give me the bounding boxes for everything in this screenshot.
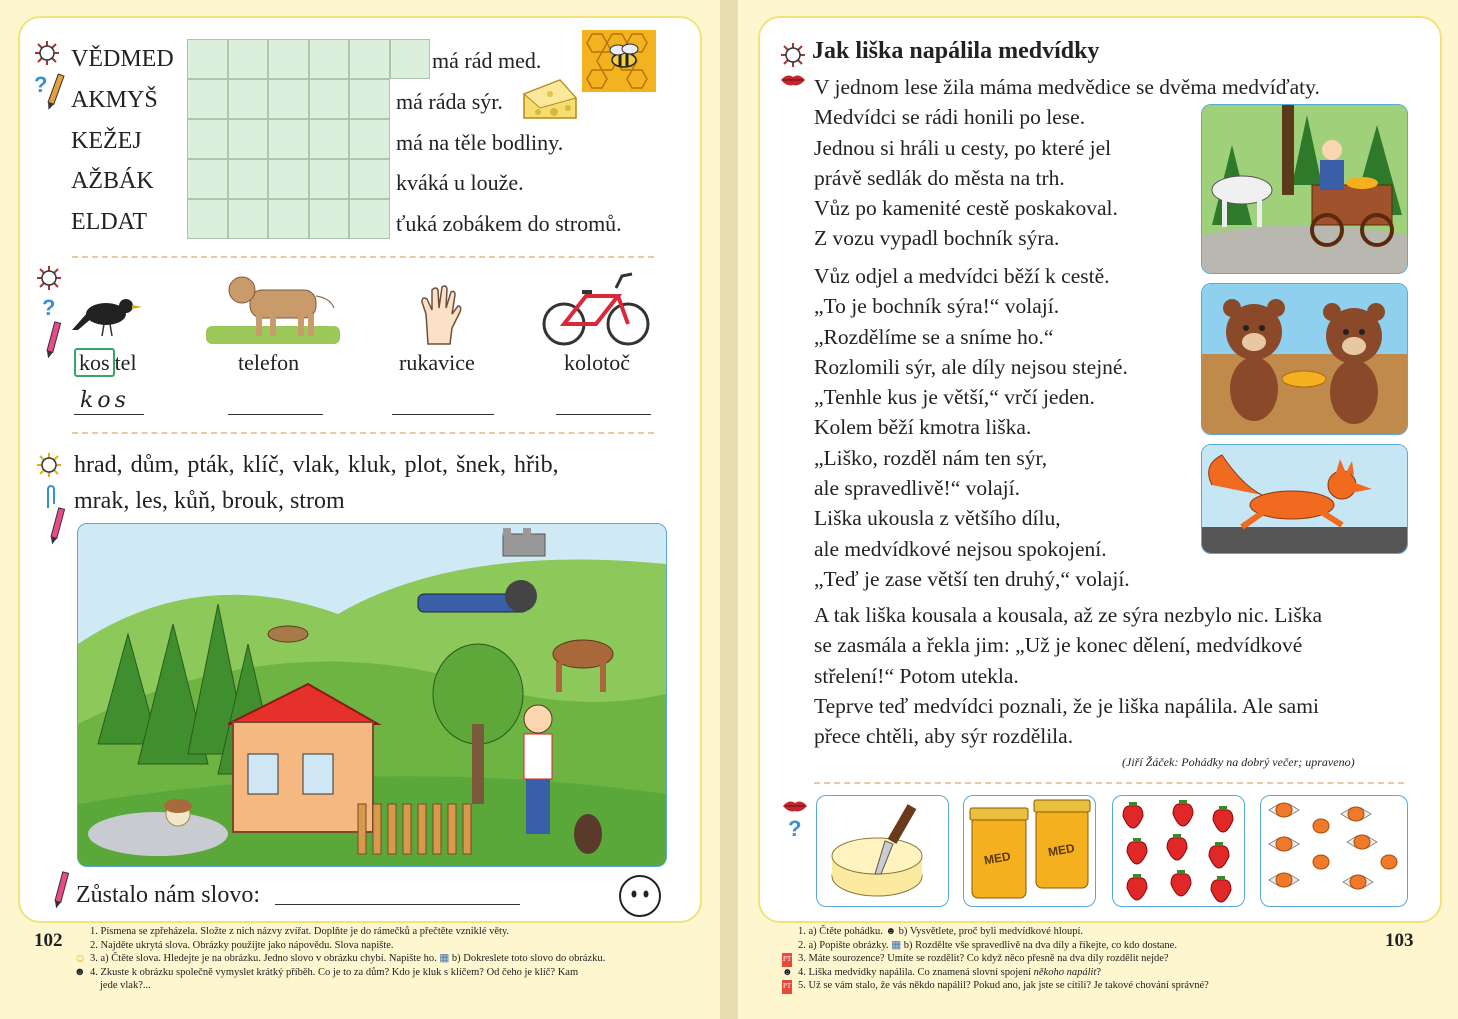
- paperclip-icon: [44, 484, 56, 510]
- letter-box[interactable]: [187, 159, 228, 199]
- sentence-end: kváká u louže.: [396, 170, 524, 195]
- pt-badge: PT: [782, 980, 792, 994]
- answer-line[interactable]: [228, 414, 323, 415]
- answer-line[interactable]: [74, 414, 144, 415]
- story-line: přece chtěli, aby sýr rozdělila.: [814, 724, 1074, 749]
- blocks-icon: ▦: [439, 953, 450, 964]
- candies-image: [1260, 795, 1408, 907]
- story-line: Jednou si hráli u cesty, po které jel: [814, 135, 1112, 160]
- calf-image: [206, 268, 340, 344]
- people-icon: ☻: [74, 965, 86, 978]
- instruction-line: ☻ 4. Liška medvídky napálila. Co znamená slovní spojení někoho napálit?: [782, 966, 1101, 978]
- sentence-end: má rád med.: [432, 48, 542, 73]
- letter-box[interactable]: [309, 79, 350, 119]
- instruction-line: 1. Písmena se zpřeházela. Složte z nich názvy zvířat. Doplňte je do rámečků a přečtěte vzniklé věty.: [90, 926, 510, 937]
- letter-box[interactable]: [349, 39, 390, 79]
- letter-box[interactable]: [228, 119, 269, 159]
- letter-box[interactable]: [309, 199, 350, 239]
- landscape-scene: [77, 523, 667, 867]
- farmer-cart-image: [1201, 104, 1408, 274]
- word-list-line: mrak, les, kůň, brouk, strom: [74, 488, 345, 514]
- fox-running-image: [1201, 444, 1408, 554]
- page-gutter: [720, 0, 738, 1019]
- strawberries-image: [1112, 795, 1245, 907]
- hidden-word: kolotoč: [564, 350, 630, 375]
- instruction-line: 2. a) Popište obrázky. ▦ b) Rozdělte vše spravedlivě na dva díly a říkejte, co kdo dostane.: [798, 939, 1177, 951]
- hidden-word-first: kos tel: [74, 350, 137, 376]
- hand-image: [414, 284, 466, 346]
- smiley-face-icon: [618, 874, 662, 918]
- letter-box[interactable]: [268, 199, 309, 239]
- letter-box[interactable]: [309, 159, 350, 199]
- scrambled-word: ELDAT: [71, 209, 147, 235]
- pt-badge: PT: [782, 953, 792, 967]
- letter-box[interactable]: [349, 159, 390, 199]
- sentence-end: ťuká zobákem do stromů.: [396, 211, 622, 236]
- source-citation: (Jiří Žáček: Pohádky na dobrý večer; upraveno): [1122, 755, 1355, 769]
- blackbird-image: [70, 290, 144, 340]
- right-page: [738, 0, 1458, 1019]
- story-line: Liška ukousla z většího dílu,: [814, 506, 1061, 531]
- story-line: právě sedlák do města na trh.: [814, 165, 1065, 190]
- story-line: A tak liška kousala a kousala, až ze sýra nezbylo nic. Liška: [814, 603, 1323, 627]
- divider: [72, 432, 654, 434]
- letter-box[interactable]: [309, 39, 350, 79]
- story-paragraph-2: [814, 261, 1130, 594]
- task-sun-icon: [36, 265, 62, 291]
- instructions-block: [74, 925, 700, 993]
- letter-grid-row: [187, 39, 430, 79]
- people-icon: ☻: [885, 926, 897, 937]
- divider: [72, 256, 654, 258]
- story-line: „To je bochník sýra!“ volají.: [814, 294, 1060, 319]
- question-icon: ?: [34, 72, 48, 97]
- scrambled-word: AŽBÁK: [71, 168, 154, 194]
- landscape-illustration: [78, 524, 666, 866]
- letter-box[interactable]: [187, 39, 228, 79]
- sentence-end: má ráda sýr.: [396, 89, 503, 114]
- lips-icon: [780, 72, 806, 88]
- story-line: „Liško, rozděl nám ten sýr,: [814, 445, 1048, 470]
- instructions-block: [782, 925, 1378, 993]
- story-line: Vůz odjel a medvídci běží k cestě.: [814, 264, 1110, 288]
- task-sun-icon: [780, 42, 806, 68]
- story-line: Medvídci se rádi honili po lese.: [814, 105, 1086, 130]
- letter-box[interactable]: [349, 79, 390, 119]
- remaining-word-label: Zůstalo nám slovo:: [76, 882, 260, 908]
- scrambled-word: AKMYŠ: [71, 87, 158, 113]
- letter-box[interactable]: [268, 79, 309, 119]
- instruction-line: 1. a) Čtěte pohádku. ☻ b) Vysvětlete, proč byli medvídkové hloupí.: [798, 926, 1084, 937]
- scrambled-word: VĚDMED: [71, 46, 174, 72]
- letter-grid: [187, 79, 390, 239]
- instruction-line: PT 5. Už se vám stalo, že vás někdo napálil? Pokud ano, jak jste se cítili? Je takové chování správné?: [798, 979, 1378, 993]
- jar-label: MED: [983, 849, 1012, 868]
- story-line: ale spravedlivě!“ volají.: [814, 476, 1020, 501]
- story-line: V jednom lese žila máma medvědice se dvěma medvíďaty.: [814, 75, 1320, 99]
- divider: [814, 782, 1404, 784]
- instruction-line: jede vlak?...: [100, 980, 151, 991]
- letter-box[interactable]: [349, 199, 390, 239]
- word-list-line: hrad, dům, pták, klíč, vlak, kluk, plot, šnek, hřib,: [74, 452, 559, 478]
- handwritten-answer: kos: [80, 388, 130, 413]
- instruction-line: ☻ 4. Zkuste k obrázku společně vymyslet krátký příběh. Co je to za dům? Kdo je kluk s klíčem? Od čeho je klíč? Kam: [74, 965, 579, 978]
- bee-honeycomb-image: [582, 30, 656, 92]
- smiley-icon: ☺: [74, 951, 87, 965]
- page-number: 102: [34, 930, 63, 951]
- cheese-knife-image: [816, 795, 949, 907]
- people-icon: ☻: [782, 966, 793, 978]
- instruction-line: PT 3. Máte sourozence? Umíte se rozdělit? Co když něco přesně na dva díly rozdělit nejde?: [798, 952, 1378, 966]
- story-title: Jak liška napálila medvídky: [812, 38, 1100, 64]
- hidden-word: telefon: [238, 350, 300, 375]
- honey-jars-image: [963, 795, 1096, 907]
- boxed-syllable: kos: [74, 348, 115, 377]
- letter-box[interactable]: [187, 199, 228, 239]
- bears-cheese-image: [1201, 283, 1408, 435]
- letter-box[interactable]: [228, 159, 269, 199]
- letter-box[interactable]: [349, 119, 390, 159]
- task-sun-icon: [36, 452, 62, 478]
- story-line: střelení!“ Potom utekla.: [814, 663, 1019, 688]
- left-page: [0, 0, 720, 1019]
- cheese-image: [520, 76, 578, 122]
- story-line: „Tenhle kus je větší,“ vrčí jeden.: [814, 385, 1095, 410]
- letter-box[interactable]: [228, 79, 269, 119]
- jar-label: MED: [1046, 840, 1076, 860]
- letter-box[interactable]: [187, 79, 228, 119]
- answer-line[interactable]: [275, 904, 520, 905]
- letter-box[interactable]: [268, 159, 309, 199]
- story-line: „Teď je zase větší ten druhý,“ volají.: [814, 566, 1130, 591]
- letter-box[interactable]: [228, 199, 269, 239]
- story-line: Teprve teď medvídci poznali, že je liška napálila. Ale sami: [814, 693, 1319, 718]
- page-number: 103: [1385, 930, 1414, 951]
- instruction-line: 2. Najděte ukrytá slova. Obrázky použijte jako nápovědu. Slova napište.: [90, 939, 394, 951]
- scrambled-word: KEŽEJ: [71, 128, 142, 154]
- story-line: ale medvídkové nejsou spokojení.: [814, 536, 1107, 561]
- letter-box[interactable]: [268, 39, 309, 79]
- task-sun-icon: [34, 40, 60, 66]
- answer-line[interactable]: [556, 414, 651, 415]
- letter-box[interactable]: [187, 119, 228, 159]
- instruction-line: ☺ 3. a) Čtěte slova. Hledejte je na obrázku. Jedno slovo v obrázku chybí. Napište ho. ▦ b) Dokreslete toto slovo do obrázku.: [74, 951, 606, 965]
- blocks-icon: ▦: [891, 939, 902, 951]
- letter-box[interactable]: [309, 119, 350, 159]
- story-line: Vůz po kamenité cestě poskakoval.: [814, 196, 1118, 221]
- answer-line[interactable]: [392, 414, 494, 415]
- story-line: Z vozu vypadl bochník sýra.: [814, 226, 1060, 251]
- lips-icon: [782, 798, 808, 814]
- letter-box[interactable]: [268, 119, 309, 159]
- story-line: „Rozdělíme se a sníme ho.“: [814, 324, 1054, 349]
- question-icon: ?: [42, 295, 56, 320]
- letter-box[interactable]: [390, 39, 431, 79]
- question-icon: ?: [788, 816, 802, 841]
- story-line: se zasmála a řekla jim: „Už je konec dělení, medvídkové: [814, 633, 1303, 658]
- bicycle-image: [540, 266, 652, 348]
- sentence-end: má na těle bodliny.: [396, 130, 564, 155]
- letter-box[interactable]: [228, 39, 269, 79]
- story-line: Rozlomili sýr, ale díly nejsou stejné.: [814, 354, 1128, 379]
- story-line: Kolem běží kmotra liška.: [814, 415, 1032, 440]
- story-paragraph-3: [814, 600, 1404, 751]
- hidden-word: rukavice: [399, 350, 475, 375]
